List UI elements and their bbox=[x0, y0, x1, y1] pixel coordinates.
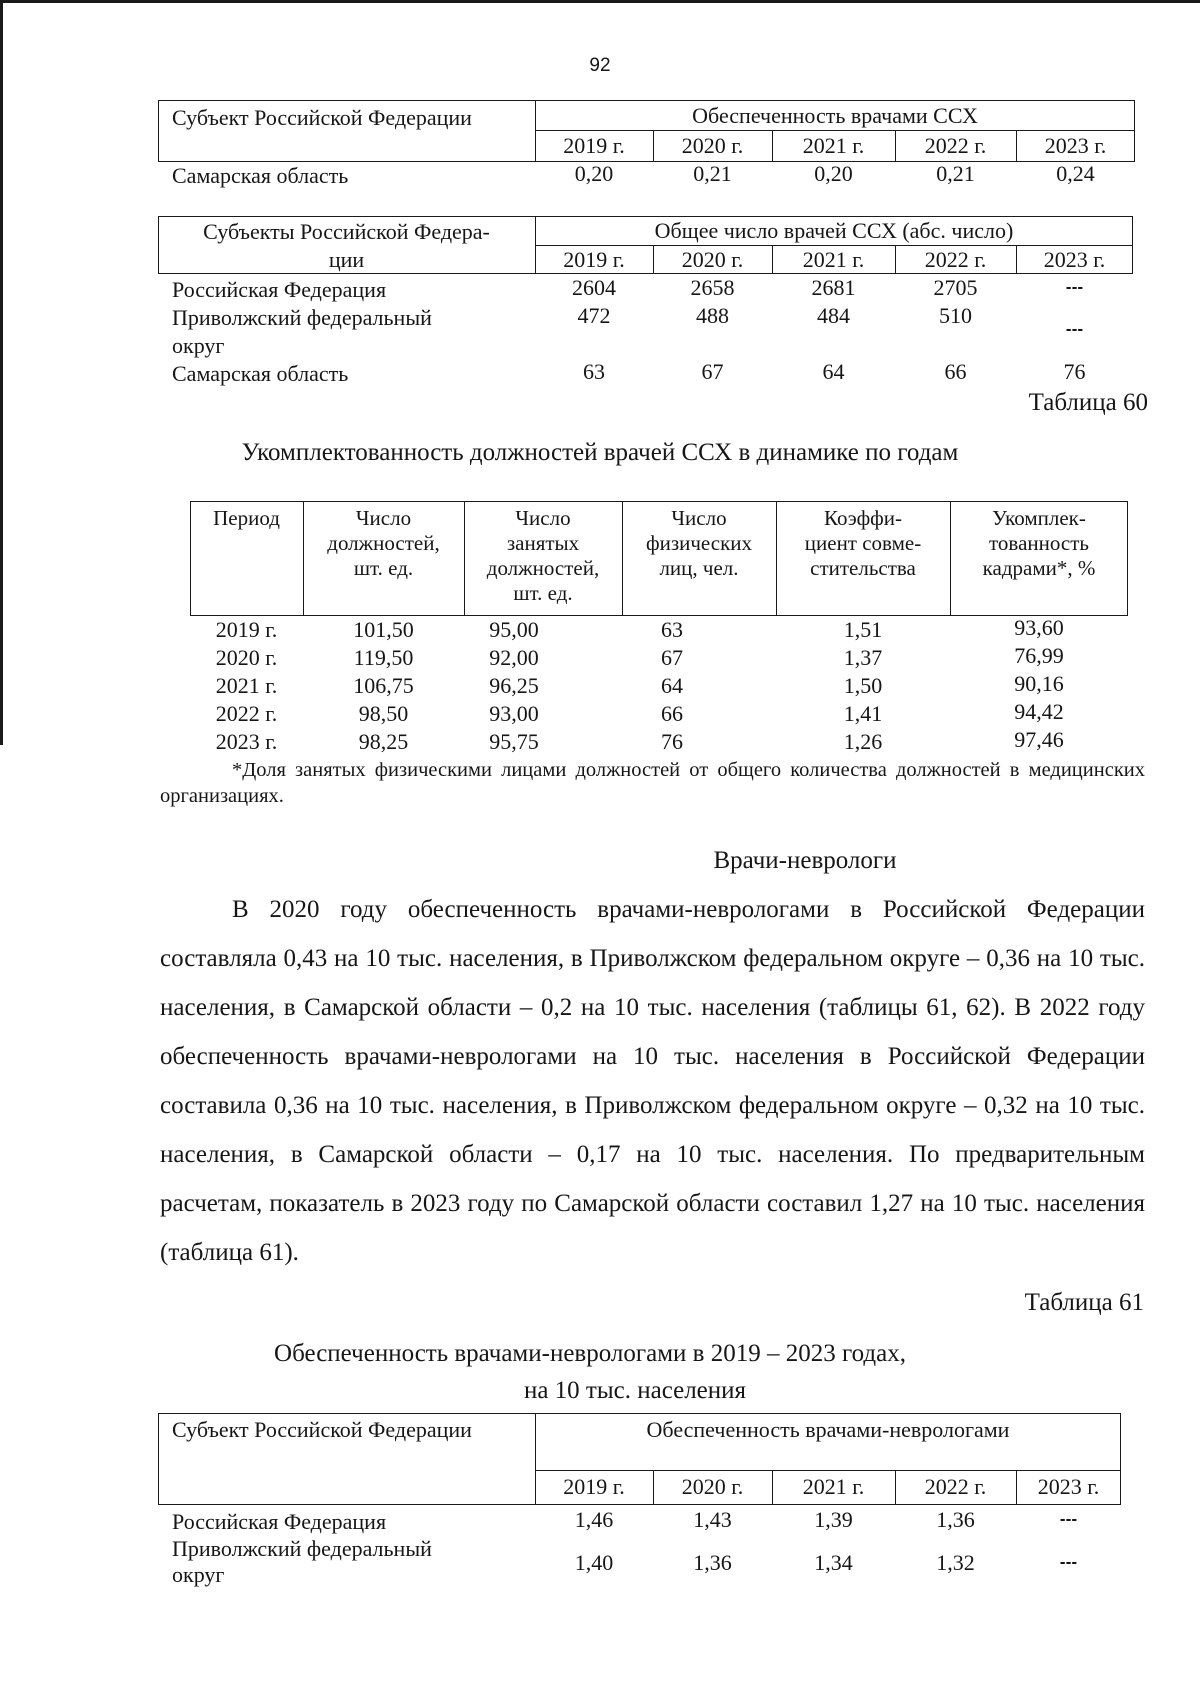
row-value: 63 bbox=[583, 359, 605, 384]
row-subject: Российская Федерация bbox=[172, 1509, 387, 1534]
row-value: 0,24 bbox=[1056, 161, 1095, 186]
scan-top-border bbox=[0, 0, 1200, 3]
year-header: 2023 г. bbox=[1044, 133, 1107, 158]
group-header: Общее число врачей ССХ (абс. число) bbox=[654, 218, 1014, 243]
row-value: 95,75 bbox=[489, 729, 539, 754]
year-header: 2023 г. bbox=[1043, 247, 1106, 272]
year-header: 2022 г. bbox=[924, 247, 987, 272]
row-value: 2658 bbox=[690, 275, 735, 300]
row-value: 101,50 bbox=[353, 617, 414, 642]
row-value: 76,99 bbox=[1014, 643, 1064, 668]
row-subject-cont: округ bbox=[172, 1562, 225, 1587]
row-value: 92,00 bbox=[489, 645, 539, 670]
year-header: 2019 г. bbox=[563, 133, 625, 158]
year-header: 2022 г. bbox=[924, 1474, 987, 1499]
row-value: 1,36 bbox=[693, 1550, 732, 1575]
row-value: 63 bbox=[661, 617, 683, 642]
row-value: 76 bbox=[661, 729, 683, 754]
subject-header: Субъект Российской Федерации bbox=[172, 1417, 472, 1442]
row-value: 0,20 bbox=[574, 161, 614, 186]
row-value: 510 bbox=[939, 303, 972, 328]
row-value: 0,21 bbox=[936, 161, 975, 186]
row-value: 0,20 bbox=[814, 161, 853, 186]
row-value: 1,39 bbox=[814, 1507, 853, 1532]
column-header: Число занятых должностей, шт. ед. bbox=[486, 506, 600, 605]
row-value: 76 bbox=[1063, 359, 1086, 384]
row-value: 1,51 bbox=[843, 617, 883, 642]
year-header: 2019 г. bbox=[563, 1474, 625, 1499]
table-title: Укомплектованность должностей врачей ССХ в динамике по годам bbox=[241, 439, 959, 466]
row-value: 1,41 bbox=[843, 701, 883, 726]
column-header: Число физических лиц, чел. bbox=[645, 506, 753, 580]
row-period: 2022 г. bbox=[215, 701, 278, 726]
row-value: 488 bbox=[696, 303, 729, 328]
year-header: 2019 г. bbox=[563, 247, 625, 272]
column-header: Число должностей, шт. ед. bbox=[327, 506, 440, 580]
row-value: 2681 bbox=[811, 275, 856, 300]
year-header: 2021 г. bbox=[802, 133, 865, 158]
column-header: Период bbox=[213, 506, 280, 530]
row-value: --- bbox=[1065, 280, 1084, 296]
year-header: 2021 г. bbox=[802, 247, 865, 272]
row-value: 90,16 bbox=[1014, 671, 1064, 696]
table-label: Таблица 60 bbox=[1028, 389, 1148, 416]
year-header: 2023 г. bbox=[1037, 1474, 1100, 1499]
row-value: 98,25 bbox=[358, 729, 409, 754]
row-value: 1,32 bbox=[936, 1550, 975, 1575]
row-value: --- bbox=[1059, 1512, 1078, 1528]
row-value: 2604 bbox=[572, 275, 616, 300]
table-label: Таблица 61 bbox=[1024, 1289, 1144, 1316]
row-value: 119,50 bbox=[353, 645, 414, 670]
table-title-cont: на 10 тыс. населения bbox=[523, 1377, 747, 1404]
row-period: 2023 г. bbox=[215, 729, 278, 754]
group-header: Обеспеченность врачами ССХ bbox=[692, 103, 978, 128]
row-value: 93,60 bbox=[1014, 615, 1064, 640]
row-value: 96,25 bbox=[489, 673, 539, 698]
row-value: 484 bbox=[817, 303, 850, 328]
row-value: 64 bbox=[822, 359, 845, 384]
row-value: 93,00 bbox=[489, 701, 539, 726]
row-value: 1,37 bbox=[843, 645, 883, 670]
row-value: 64 bbox=[661, 673, 683, 698]
column-header: Коэффи- циент совме- стительства bbox=[804, 506, 922, 580]
subject-header-cont: ции bbox=[328, 247, 365, 272]
row-value: 1,40 bbox=[574, 1550, 614, 1575]
row-value: 98,50 bbox=[358, 701, 409, 726]
column-header: Укомплек- тованность кадрами*, % bbox=[982, 506, 1096, 580]
row-value: 1,46 bbox=[574, 1507, 614, 1532]
row-value: 1,50 bbox=[843, 673, 883, 698]
year-header: 2020 г. bbox=[681, 1474, 744, 1499]
row-value: 67 bbox=[701, 359, 724, 384]
row-value: 95,00 bbox=[489, 617, 539, 642]
row-value: 1,36 bbox=[936, 1507, 975, 1532]
year-header: 2020 г. bbox=[681, 247, 744, 272]
row-subject: Российская Федерация bbox=[172, 277, 387, 302]
row-subject: Самарская область bbox=[172, 163, 349, 188]
row-value: 94,42 bbox=[1014, 699, 1064, 724]
row-subject: Самарская область bbox=[172, 361, 349, 386]
row-period: 2019 г. bbox=[215, 617, 278, 642]
year-header: 2022 г. bbox=[924, 133, 987, 158]
row-value: 97,46 bbox=[1014, 727, 1064, 752]
row-subject: Приволжский федеральный bbox=[172, 1536, 432, 1561]
table-title: Обеспеченность врачами-неврологами в 2019 – 2023 годах, bbox=[274, 1340, 906, 1367]
row-value: 67 bbox=[661, 645, 683, 670]
body-paragraph: В 2020 году обеспеченность врачами-неврологами в Российской Федерации составляла 0,43 на 10 тыс. населения, в Приволжском федеральном округе – 0,36 на 10 тыс. населения, в Самарской области – 0,2 на 10 тыс. населения (таблицы 61, 62). В 2022 году обеспеченность врачами-неврологами на 10 тыс. населения в Российской Федерации составила 0,36 на 10 тыс. населения, в Приволжском федеральном округе – 0,32 на 10 тыс. населения, в Самарской области – 0,17 на 10 тыс. населения. По предварительным расчетам, показатель в 2023 году по Самарской области составил 1,27 на 10 тыс. населения (таблица 61). bbox=[160, 896, 1145, 1266]
row-value: 2705 bbox=[933, 275, 978, 300]
row-value: 0,21 bbox=[693, 161, 732, 186]
row-value: 66 bbox=[944, 359, 967, 384]
table-footnote: *Доля занятых физическими лицами должностей от общего количества должностей в медицинских организациях. bbox=[160, 759, 1145, 807]
row-period: 2020 г. bbox=[215, 645, 278, 670]
row-value: --- bbox=[1059, 1555, 1078, 1571]
subject-header: Субъекты Российской Федера- bbox=[203, 219, 490, 244]
row-value: 66 bbox=[661, 701, 683, 726]
group-header: Обеспеченность врачами-неврологами bbox=[646, 1417, 1010, 1442]
row-value: 106,75 bbox=[353, 673, 414, 698]
year-header: 2021 г. bbox=[802, 1474, 865, 1499]
subject-header: Субъект Российской Федерации bbox=[172, 105, 472, 130]
row-value: 1,34 bbox=[814, 1550, 853, 1575]
row-subject-cont: округ bbox=[172, 333, 225, 358]
row-value: 1,43 bbox=[693, 1507, 732, 1532]
year-header: 2020 г. bbox=[681, 133, 744, 158]
page-number: 92 bbox=[589, 55, 611, 76]
row-value: 472 bbox=[577, 303, 611, 328]
section-heading: Врачи-неврологи bbox=[713, 847, 897, 874]
row-value: 1,26 bbox=[843, 729, 883, 754]
row-value: --- bbox=[1065, 322, 1084, 338]
scan-left-border bbox=[0, 0, 3, 745]
row-period: 2021 г. bbox=[215, 673, 278, 698]
row-subject: Приволжский федеральный bbox=[172, 305, 432, 330]
